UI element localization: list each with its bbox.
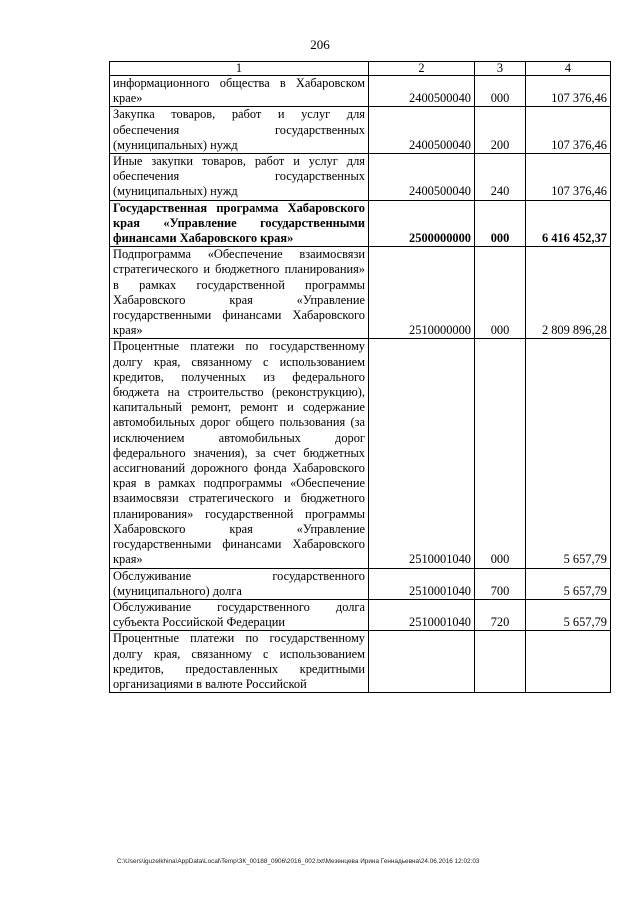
row-expense-type: 700: [475, 568, 526, 599]
table-row: [110, 107, 611, 154]
row-amount: 6 416 452,37: [526, 200, 611, 247]
row-target-code: 2510001040: [369, 599, 475, 630]
row-description: информационного общества в Хабаровском крае»: [110, 76, 369, 107]
header-col-3: 3: [475, 62, 526, 76]
file-path-footer: C:\Users\iguzelkhina\AppData\Local\Temp\ЗК_00188_0906\2016_002.txt\Мезенцева Ирина Геннадьевна\24.06.2016 12:02:03: [117, 858, 480, 865]
table-row: [110, 599, 611, 630]
row-target-code: 2510001040: [369, 568, 475, 599]
row-description: Подпрограмма «Обеспечение взаимосвязи стратегического и бюджетного планирования» в рамках государственной программы Хабаровского края «Управление государственными финансами Хабаровского края»: [110, 247, 369, 339]
row-description: Обслуживание государственного долга субъекта Российской Федерации: [110, 599, 369, 630]
row-expense-type: 240: [475, 154, 526, 201]
row-target-code: 2510000000: [369, 247, 475, 339]
page-number: 206: [310, 37, 330, 52]
row-target-code: 2400500040: [369, 107, 475, 154]
row-expense-type: 720: [475, 599, 526, 630]
table-row-program-total: [110, 200, 611, 247]
row-target-code: 2500000000: [369, 200, 475, 247]
row-target-code: 2400500040: [369, 76, 475, 107]
row-amount: [526, 631, 611, 693]
table-row: [110, 76, 611, 107]
row-description: Государственная программа Хабаровского края «Управление государственными финансами Хабаровского края»: [110, 200, 369, 247]
row-description: Процентные платежи по государственному долгу края, связанному с использованием кредитов, предоставленных кредитными организациями в валюте Российской: [110, 631, 369, 693]
row-target-code: [369, 631, 475, 693]
header-col-2: 2: [369, 62, 475, 76]
row-amount: 2 809 896,28: [526, 247, 611, 339]
row-target-code: 2400500040: [369, 154, 475, 201]
table-row: [110, 568, 611, 599]
row-target-code: 2510001040: [369, 339, 475, 568]
row-amount: 5 657,79: [526, 568, 611, 599]
row-amount: 5 657,79: [526, 339, 611, 568]
row-expense-type: 000: [475, 76, 526, 107]
table-row: [110, 154, 611, 201]
row-description: Закупка товаров, работ и услуг для обеспечения государственных (муниципальных) нужд: [110, 107, 369, 154]
header-col-1: 1: [110, 62, 369, 76]
table-row: [110, 339, 611, 568]
row-expense-type: 200: [475, 107, 526, 154]
row-expense-type: [475, 631, 526, 693]
row-expense-type: 000: [475, 339, 526, 568]
table-row: [110, 631, 611, 693]
row-amount: 5 657,79: [526, 599, 611, 630]
row-description: Процентные платежи по государственному долгу края, связанному с использованием кредитов, полученных из федерального бюджета на строительство (реконструкцию), капитальный ремонт, ремонт и содержание автомобильных дорог общего пользования (за исключением автомобильных дорог федерального значения), за счет бюджетных ассигнований дорожного фонда Хабаровского края в рамках подпрограммы «Обеспечение взаимосвязи стратегического и бюджетного планирования» государственной программы Хабаровского края «Управление государственными финансами Хабаровского края»: [110, 339, 369, 568]
header-col-4: 4: [526, 62, 611, 76]
table-row: [110, 247, 611, 339]
row-amount: 107 376,46: [526, 76, 611, 107]
row-expense-type: 000: [475, 200, 526, 247]
row-amount: 107 376,46: [526, 107, 611, 154]
row-expense-type: 000: [475, 247, 526, 339]
row-amount: 107 376,46: [526, 154, 611, 201]
row-description: Иные закупки товаров, работ и услуг для обеспечения государственных (муниципальных) нужд: [110, 154, 369, 201]
row-description: Обслуживание государственного (муниципального) долга: [110, 568, 369, 599]
table-header-row: [110, 62, 611, 76]
budget-table: [109, 61, 611, 693]
